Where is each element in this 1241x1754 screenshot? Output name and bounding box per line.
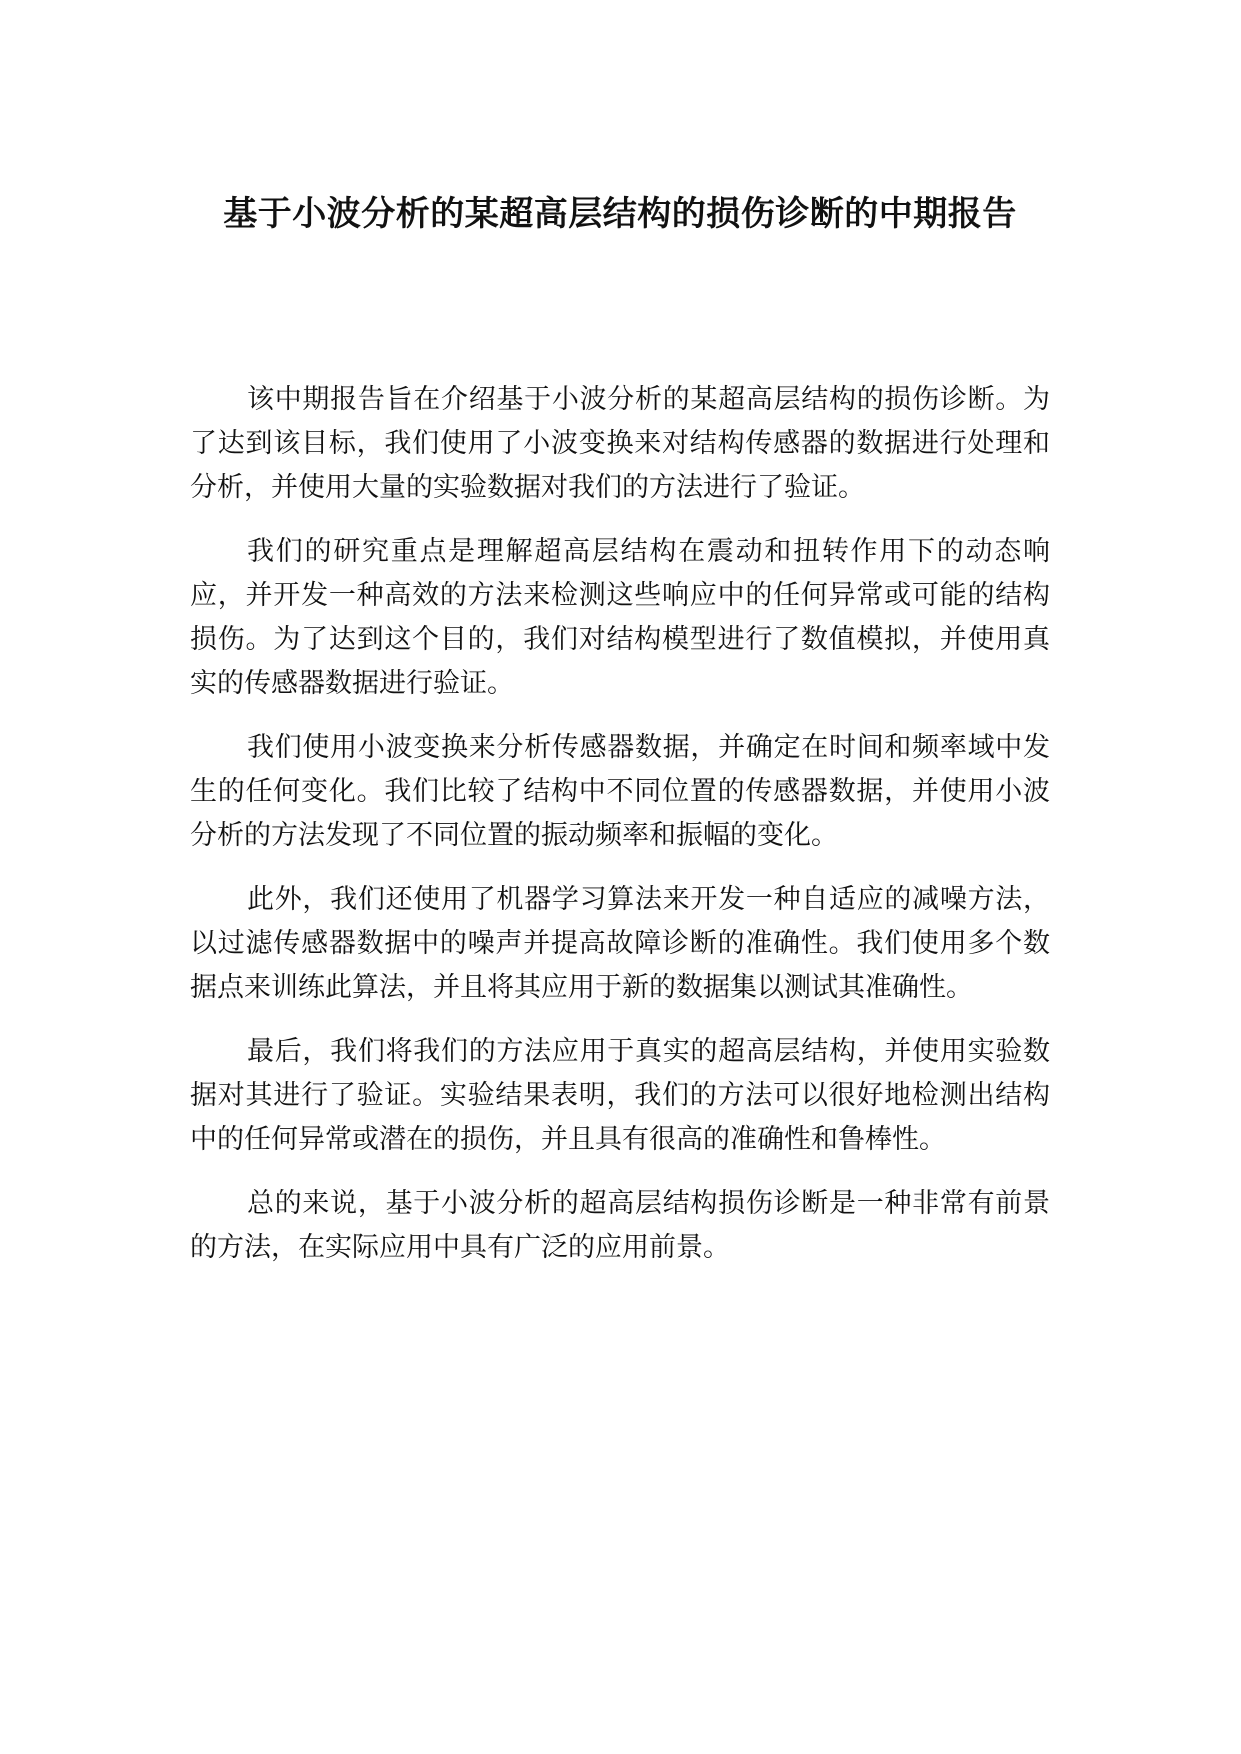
paragraph-4: 此外，我们还使用了机器学习算法来开发一种自适应的减噪方法，以过滤传感器数据中的噪声并提高故障诊断的准确性。我们使用多个数据点来训练此算法，并且将其应用于新的数据集以测试其准确性。 — [190, 884, 1050, 1003]
paragraph-6: 总的来说，基于小波分析的超高层结构损伤诊断是一种非常有前景的方法，在实际应用中具有广泛的应用前景。 — [190, 1188, 1050, 1263]
document-title: 基于小波分析的某超高层结构的损伤诊断的中期报告 — [223, 194, 1017, 234]
document-body — [190, 378, 1050, 1290]
paragraph-3: 我们使用小波变换来分析传感器数据，并确定在时间和频率域中发生的任何变化。我们比较了结构中不同位置的传感器数据，并使用小波分析的方法发现了不同位置的振动频率和振幅的变化。 — [190, 732, 1050, 851]
paragraph-1: 该中期报告旨在介绍基于小波分析的某超高层结构的损伤诊断。为了达到该目标，我们使用了小波变换来对结构传感器的数据进行处理和分析，并使用大量的实验数据对我们的方法进行了验证。 — [190, 384, 1050, 503]
paragraph-2: 我们的研究重点是理解超高层结构在震动和扭转作用下的动态响应，并开发一种高效的方法来检测这些响应中的任何异常或可能的结构损伤。为了达到这个目的，我们对结构模型进行了数值模拟，并使用真实的传感器数据进行验证。 — [190, 536, 1050, 699]
paragraph-5: 最后，我们将我们的方法应用于真实的超高层结构，并使用实验数据对其进行了验证。实验结果表明，我们的方法可以很好地检测出结构中的任何异常或潜在的损伤，并且具有很高的准确性和鲁棒性。 — [190, 1036, 1050, 1155]
